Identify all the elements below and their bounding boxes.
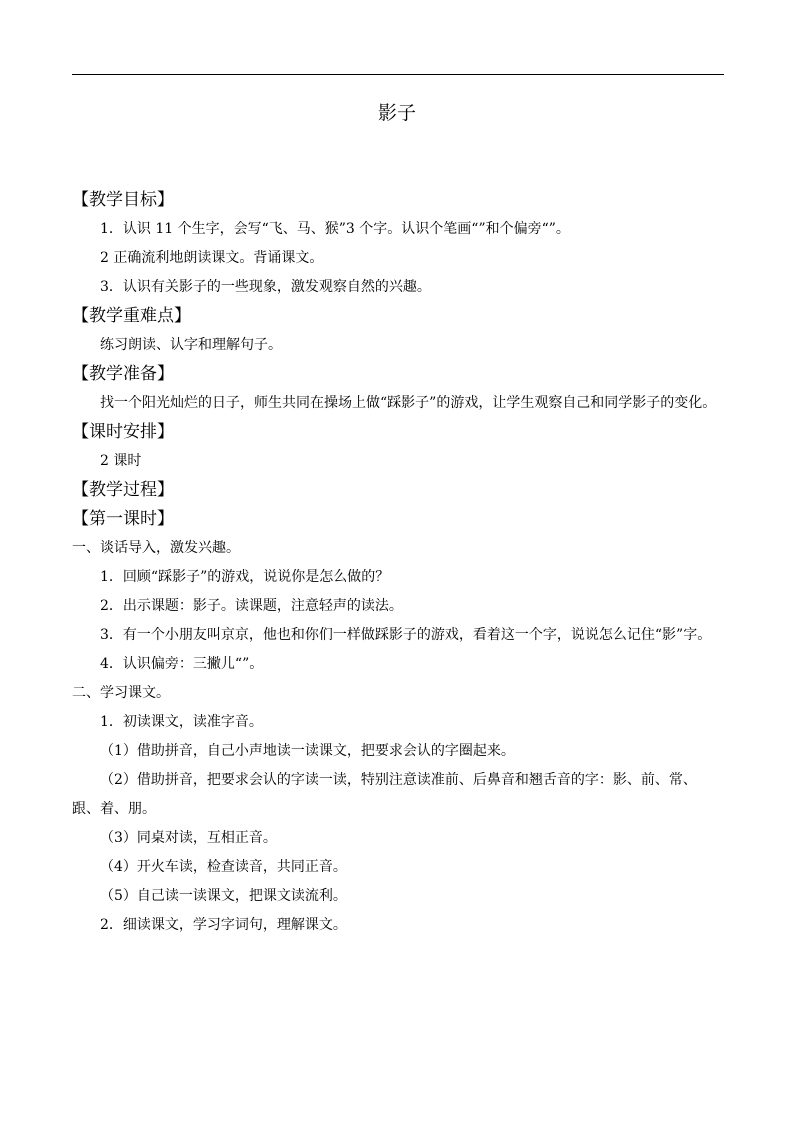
part1-item-1: 1．回顾“踩影子”的游戏，说说你是怎么做的？ — [100, 569, 390, 585]
page-title: 影子 — [377, 102, 416, 124]
goal-item-2: 2 正确流利地朗读课文。背诵课文。 — [100, 250, 324, 266]
part2-step-1: 1．初读课文，读准字音。 — [100, 714, 263, 730]
schedule-heading: 【课时安排】 — [72, 422, 174, 442]
part1-item-4: 4．认识偏旁：三撇儿“”。 — [100, 656, 264, 672]
goal-item-3: 3．认识有关影子的一些现象，激发观察自然的兴趣。 — [100, 279, 431, 295]
header-rule — [72, 74, 724, 75]
preparation-text: 找一个阳光灿烂的日子，师生共同在操场上做“踩影子”的游戏，让学生观察自己和同学影子的变化。 — [100, 395, 717, 411]
part2-step-2: 2．细读课文，学习字词句，理解课文。 — [100, 917, 347, 933]
part2-subitem-5: （5）自己读一读课文，把课文读流利。 — [100, 888, 347, 904]
lesson1-heading: 【第一课时】 — [72, 509, 174, 529]
preparation-heading: 【教学准备】 — [72, 364, 174, 384]
key-points-heading: 【教学重难点】 — [72, 306, 191, 326]
part1-item-2: 2．出示课题：影子。读课题，注意轻声的读法。 — [100, 598, 403, 614]
part2-subitem-4: （4）开火车读，检查读音，共同正音。 — [100, 859, 347, 875]
part2-subitem-3: （3）同桌对读，互相正音。 — [100, 830, 277, 846]
document-body — [72, 186, 724, 940]
schedule-text: 2 课时 — [100, 453, 142, 469]
part2-subitem-2: （2）借助拼音，把要求会认的字读一读，特别注意读准前、后鼻音和翘舌音的字：影、前、常、跟、着、朋。 — [72, 772, 697, 817]
part2-subitem-1: （1）借助拼音，自己小声地读一读课文，把要求会认的字圈起来。 — [100, 743, 515, 759]
key-points-text: 练习朗读、认字和理解句子。 — [100, 337, 282, 353]
goals-heading: 【教学目标】 — [72, 190, 174, 210]
part2-title: 二、学习课文。 — [72, 685, 170, 701]
process-heading: 【教学过程】 — [72, 480, 174, 500]
part1-item-3: 3．有一个小朋友叫京京，他也和你们一样做踩影子的游戏，看着这一个字，说说怎么记住“影”字。 — [100, 627, 712, 643]
part1-title: 一、谈话导入，激发兴趣。 — [72, 540, 240, 556]
goal-item-1: 1．认识 11 个生字，会写“飞、马、猴”3 个字。认识个笔画“”和个偏旁“”。 — [100, 221, 570, 237]
